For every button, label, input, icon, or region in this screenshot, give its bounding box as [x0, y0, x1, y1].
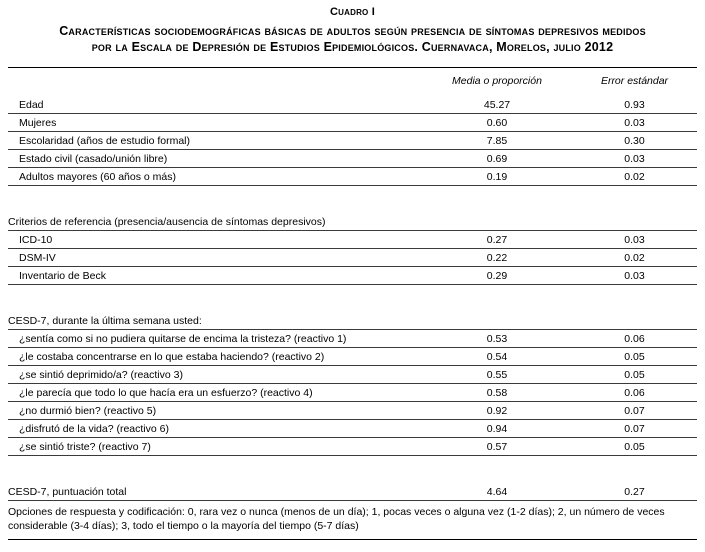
media-value: 0.57 [486, 440, 508, 453]
error-value: 0.03 [624, 233, 645, 246]
table-row [8, 213, 697, 231]
media-value: 7.85 [486, 134, 508, 147]
media-value: 0.53 [486, 332, 508, 345]
media-value: 0.54 [486, 350, 508, 363]
table-row [8, 96, 697, 114]
media-value: 0.19 [486, 170, 508, 183]
error-value: 0.02 [624, 170, 645, 183]
table-row [8, 384, 697, 402]
media-value: 4.64 [486, 485, 508, 498]
table-caption: Cuadro I [330, 6, 375, 18]
error-value: 0.03 [624, 269, 645, 282]
table-row [8, 420, 697, 438]
row-label: CESD-7, durante la última semana usted: [8, 314, 202, 327]
row-label: Estado civil (casado/unión libre) [19, 152, 168, 165]
media-value: 0.60 [486, 116, 508, 129]
media-value: 45.27 [483, 98, 511, 111]
error-value: 0.05 [624, 368, 645, 381]
table-body [8, 96, 697, 501]
table-footnote: Opciones de respuesta y codificación: 0, rara vez o nunca (menos de un día); 1, pocas veces o alguna vez (1-2 días); 2, un número de veces considerable (3-4 días); 3, todo el tiempo o la mayoría del tiempo (5-7 días) [8, 505, 697, 540]
table-row [8, 267, 697, 285]
media-value: 0.27 [486, 233, 508, 246]
column-header-media: Media o proporción [452, 75, 542, 87]
error-value: 0.06 [624, 332, 645, 345]
row-label: DSM-IV [19, 251, 56, 264]
table-row [8, 231, 697, 249]
table-title [8, 23, 697, 55]
error-value: 0.05 [624, 350, 645, 363]
table-row [8, 483, 697, 501]
error-value: 0.03 [624, 116, 645, 129]
media-value: 0.92 [486, 404, 508, 417]
row-label: ¿se sintió triste? (reactivo 7) [19, 440, 151, 453]
row-label: ¿le costaba concentrarse en lo que estaba haciendo? (reactivo 2) [19, 350, 325, 363]
row-label: ICD-10 [19, 233, 53, 246]
row-label: Adultos mayores (60 años o más) [19, 170, 176, 183]
column-header-error: Error estándar [600, 75, 669, 87]
table-row [8, 150, 697, 168]
error-value: 0.27 [624, 485, 645, 498]
media-value: 0.94 [486, 422, 508, 435]
media-value: 0.58 [486, 386, 508, 399]
error-value: 0.07 [624, 404, 645, 417]
table-title-line2: por la Escala de Depresión de Estudios Epidemiológicos. Cuernavaca, Morelos, julio 2012 [91, 40, 614, 54]
media-value: 0.69 [486, 152, 508, 165]
row-label: Inventario de Beck [19, 269, 106, 282]
row-label: Escolaridad (años de estudio formal) [19, 134, 191, 147]
table-title-line1: Características sociodemográficas básicas de adultos según presencia de síntomas depresivos medidos [59, 24, 646, 38]
row-label: CESD-7, puntuación total [8, 485, 127, 498]
table-row [8, 348, 697, 366]
row-label: Mujeres [19, 116, 57, 129]
section-spacer [8, 186, 697, 213]
media-value: 0.29 [486, 269, 508, 282]
error-value: 0.05 [624, 440, 645, 453]
table-row [8, 312, 697, 330]
table-row [8, 438, 697, 456]
table-row [8, 114, 697, 132]
table-row [8, 330, 697, 348]
row-label: ¿se sintió deprimido/a? (reactivo 3) [19, 368, 183, 381]
row-label: Edad [19, 98, 44, 111]
media-value: 0.55 [486, 368, 508, 381]
table-row [8, 402, 697, 420]
row-label: ¿no durmió bien? (reactivo 5) [19, 404, 157, 417]
error-value: 0.02 [624, 251, 645, 264]
error-value: 0.03 [624, 152, 645, 165]
row-label: Criterios de referencia (presencia/ausencia de síntomas depresivos) [8, 215, 326, 228]
table-header-row [8, 67, 697, 96]
error-value: 0.30 [624, 134, 645, 147]
section-spacer [8, 285, 697, 312]
error-value: 0.06 [624, 386, 645, 399]
table-row [8, 249, 697, 267]
row-label: ¿disfrutó de la vida? (reactivo 6) [19, 422, 169, 435]
section-spacer [8, 456, 697, 483]
table-row [8, 132, 697, 150]
error-value: 0.07 [624, 422, 645, 435]
error-value: 0.93 [624, 98, 645, 111]
media-value: 0.22 [486, 251, 508, 264]
table-row [8, 366, 697, 384]
table-row [8, 168, 697, 186]
row-label: ¿le parecía que todo lo que hacía era un esfuerzo? (reactivo 4) [19, 386, 313, 399]
row-label: ¿sentía como si no pudiera quitarse de encima la tristeza? (reactivo 1) [19, 332, 347, 345]
